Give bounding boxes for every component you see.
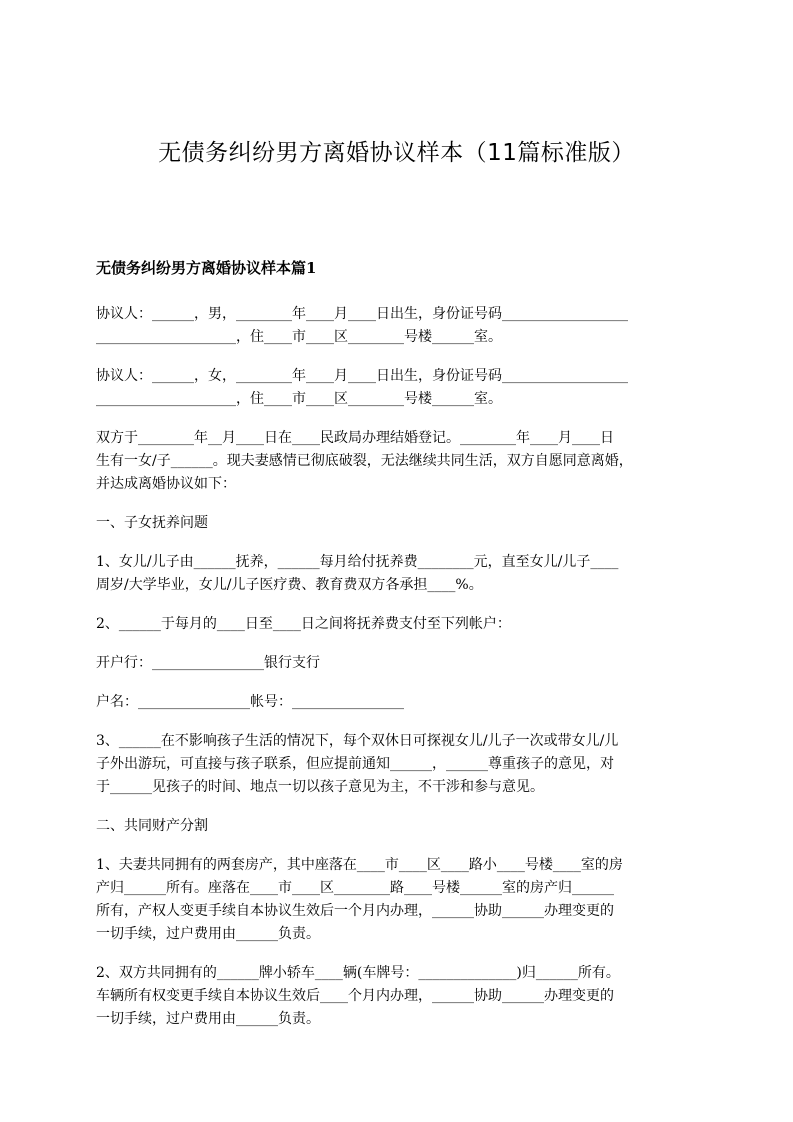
paragraph-party-male xyxy=(96,303,702,349)
clause-child-support xyxy=(96,551,702,597)
text-line: 二、共同财产分割 xyxy=(96,818,208,834)
paragraph-party-female xyxy=(96,365,702,411)
text-line: 并达成离婚协议如下： xyxy=(96,476,236,492)
heading-child-custody xyxy=(96,512,702,535)
text-line: 一切手续，过户费用由______负责。 xyxy=(96,926,320,942)
clause-visitation xyxy=(96,730,702,799)
text-line: 3、______在不影响孩子生活的情况下，每个双休日可探视女儿/儿子一次或带女儿/儿 xyxy=(96,733,619,749)
text-line: 一、子女抚养问题 xyxy=(96,515,208,531)
clause-real-estate xyxy=(96,854,702,946)
clause-payment-schedule xyxy=(96,613,702,636)
text-line: 车辆所有权变更手续自本协议生效后____个月内办理，______协助______办理变更的 xyxy=(96,988,614,1004)
text-line: ____________________，住____市____区________号楼______室。 xyxy=(96,329,502,345)
section-title: 无债务纠纷男方离婚协议样本篇1 xyxy=(96,259,317,277)
text-line: 开户行：________________银行支行 xyxy=(96,655,320,671)
clause-vehicle xyxy=(96,962,702,1031)
text-line: 双方于________年__月____日在____民政局办理结婚登记。________年____月____日 xyxy=(96,430,614,446)
account-name-field xyxy=(96,691,702,714)
document-title: 无债务纠纷男方离婚协议样本（11篇标准版） xyxy=(158,140,635,166)
bank-name-field xyxy=(96,652,702,675)
text-line: 周岁/大学毕业，女儿/儿子医疗费、教育费双方各承担____%。 xyxy=(96,577,483,593)
text-line: 于______见孩子的时间、地点一切以孩子意见为主，不干涉和参与意见。 xyxy=(96,779,544,795)
text-line: 协议人：______，男，________年____月____日出生，身份证号码__________________ xyxy=(96,306,628,322)
paragraph-marriage-info xyxy=(96,427,702,496)
text-line: 1、夫妻共同拥有的两套房产，其中座落在____市____区____路小____号楼____室的房 xyxy=(96,857,623,873)
text-line: 户名：________________帐号：________________ xyxy=(96,694,404,710)
text-line: ____________________，住____市____区________号楼______室。 xyxy=(96,391,502,407)
text-line: 所有，产权人变更手续自本协议生效后一个月内办理，______协助______办理变更的 xyxy=(96,903,614,919)
text-line: 一切手续，过户费用由______负责。 xyxy=(96,1011,320,1027)
text-line: 子外出游玩，可直接与孩子联系，但应提前通知______，______尊重孩子的意见，对 xyxy=(96,756,614,772)
text-line: 2、双方共同拥有的______牌小轿车____辆(车牌号：______________)归______所有。 xyxy=(96,965,620,981)
text-line: 协议人：______，女，________年____月____日出生，身份证号码__________________ xyxy=(96,368,628,384)
text-line: 生有一女/子______。现夫妻感情已彻底破裂，无法继续共同生活，双方自愿同意离婚， xyxy=(96,453,633,469)
document-body xyxy=(96,257,702,1047)
heading-property-division xyxy=(96,815,702,838)
text-line: 产归______所有。座落在____市____区________路____号楼______室的房产归______ xyxy=(96,880,614,896)
text-line: 2、______于每月的____日至____日之间将抚养费支付至下列帐户： xyxy=(96,616,511,632)
text-line: 1、女儿/儿子由______抚养，______每月给付抚养费________元，直至女儿/儿子____ xyxy=(96,554,619,570)
